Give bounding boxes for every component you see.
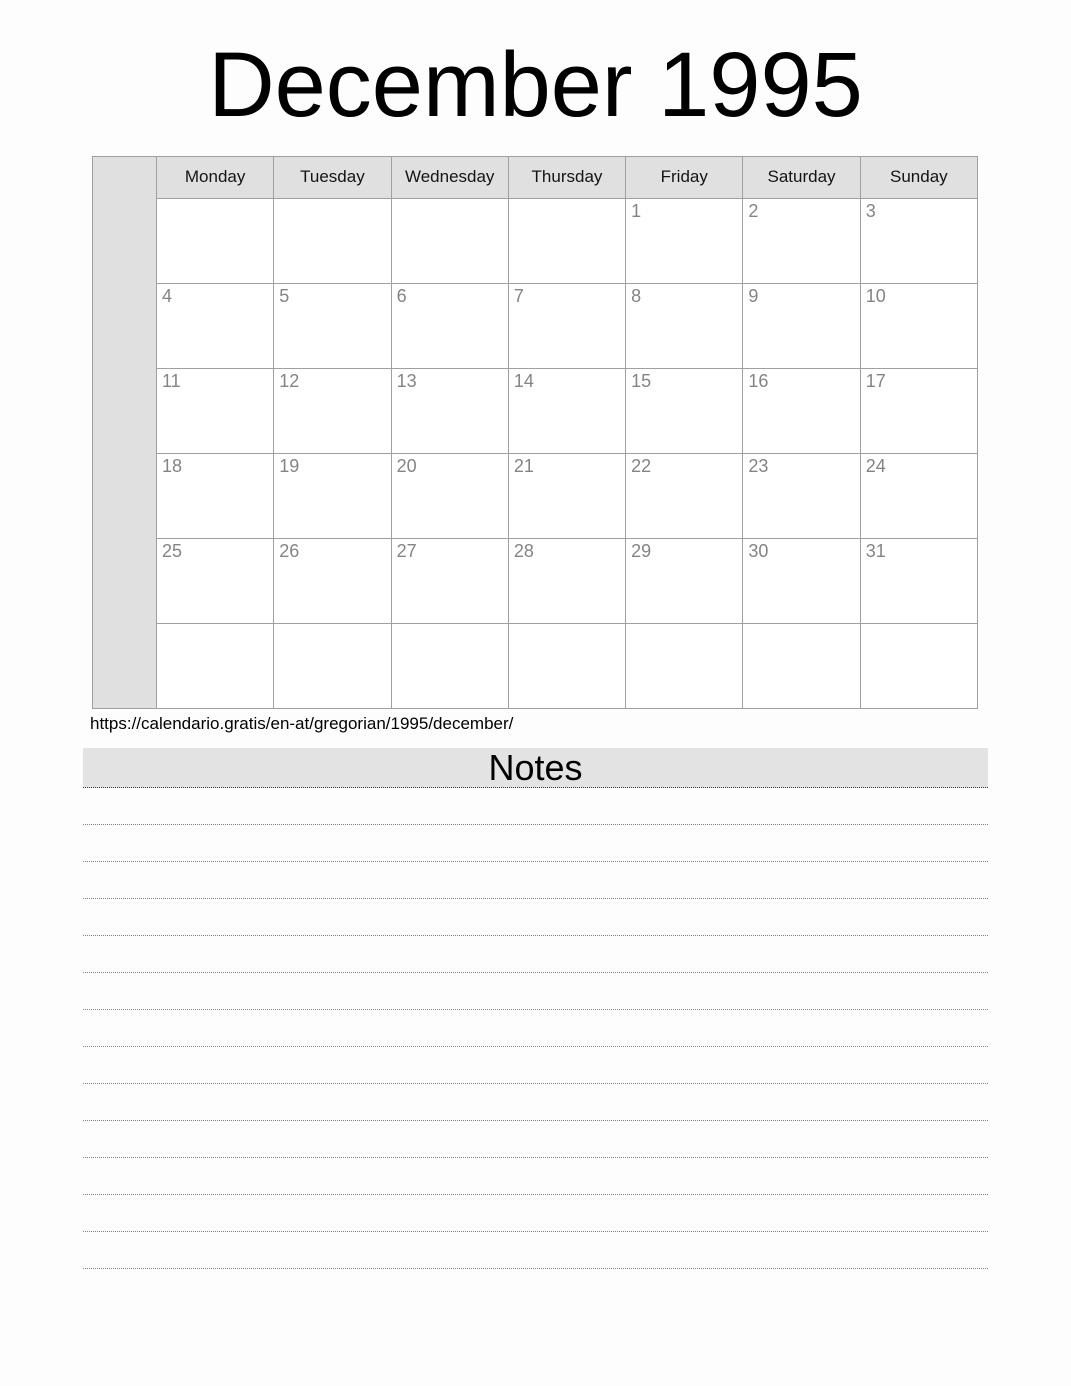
day-number: 1 <box>631 200 642 221</box>
day-number: 26 <box>279 540 300 561</box>
day-cell <box>626 623 743 708</box>
notes-line <box>83 973 988 1010</box>
day-cell <box>743 368 860 453</box>
day-number: 25 <box>162 540 183 561</box>
day-number: 4 <box>162 285 173 306</box>
day-cell <box>743 198 860 283</box>
weekday-header-sunday: Sunday <box>860 156 977 198</box>
notes-line <box>83 936 988 973</box>
week-row-6 <box>93 623 978 708</box>
day-cell <box>508 368 625 453</box>
day-cell <box>508 453 625 538</box>
notes-title: Notes <box>488 746 583 788</box>
day-cell <box>157 283 274 368</box>
day-cell <box>626 453 743 538</box>
day-number: 29 <box>631 540 652 561</box>
notes-line <box>83 1047 988 1084</box>
notes-line <box>83 862 988 899</box>
week-row-1 <box>93 198 978 283</box>
week-row-4 <box>93 453 978 538</box>
day-cell <box>508 283 625 368</box>
day-cell <box>274 623 391 708</box>
page-title: December 1995 <box>208 34 863 136</box>
day-number: 19 <box>279 455 300 476</box>
day-cell <box>157 198 274 283</box>
day-cell <box>391 283 508 368</box>
day-number <box>626 624 742 626</box>
day-cell <box>391 453 508 538</box>
day-number: 21 <box>513 455 534 476</box>
day-number <box>157 199 273 201</box>
notes-line <box>83 1232 988 1269</box>
day-number: 28 <box>513 540 534 561</box>
day-number: 6 <box>396 285 407 306</box>
day-number: 7 <box>513 285 524 306</box>
day-number: 22 <box>631 455 652 476</box>
day-cell <box>743 623 860 708</box>
day-number: 15 <box>631 370 652 391</box>
day-number: 14 <box>513 370 534 391</box>
day-cell <box>860 283 977 368</box>
day-cell <box>157 623 274 708</box>
notes-line <box>83 788 988 825</box>
day-number: 30 <box>748 540 769 561</box>
day-number: 18 <box>162 455 183 476</box>
day-number <box>743 624 859 626</box>
notes-header <box>83 748 988 788</box>
day-cell <box>860 623 977 708</box>
day-cell <box>743 538 860 623</box>
notes-section <box>83 748 988 1269</box>
day-cell <box>157 453 274 538</box>
weekday-header-friday: Friday <box>626 156 743 198</box>
day-number: 24 <box>865 455 886 476</box>
day-cell <box>274 283 391 368</box>
notes-line <box>83 1158 988 1195</box>
day-number <box>274 199 390 201</box>
day-cell <box>391 538 508 623</box>
day-cell <box>743 283 860 368</box>
day-cell <box>626 198 743 283</box>
day-number: 16 <box>748 370 769 391</box>
day-number: 20 <box>396 455 417 476</box>
day-cell <box>391 368 508 453</box>
day-cell <box>274 368 391 453</box>
day-cell <box>860 198 977 283</box>
day-number: 3 <box>865 200 876 221</box>
day-cell <box>626 283 743 368</box>
day-cell <box>391 623 508 708</box>
day-cell <box>274 538 391 623</box>
day-cell <box>508 538 625 623</box>
day-cell <box>860 368 977 453</box>
day-cell <box>391 198 508 283</box>
weekday-header-monday: Monday <box>157 156 274 198</box>
notes-line <box>83 825 988 862</box>
day-cell <box>626 368 743 453</box>
day-number <box>392 624 508 626</box>
day-number: 13 <box>396 370 417 391</box>
weekday-header-wednesday: Wednesday <box>391 156 508 198</box>
week-spacer-column <box>93 156 157 708</box>
day-number <box>509 624 625 626</box>
weekday-header-thursday: Thursday <box>508 156 625 198</box>
notes-line <box>83 1084 988 1121</box>
day-number: 8 <box>631 285 642 306</box>
day-number: 10 <box>865 285 886 306</box>
weekday-header-saturday: Saturday <box>743 156 860 198</box>
day-cell <box>743 453 860 538</box>
day-cell <box>274 453 391 538</box>
day-number <box>861 624 977 626</box>
week-row-5 <box>93 538 978 623</box>
source-url: https://calendario.gratis/en-at/gregorian/1995/december/ <box>90 713 514 733</box>
day-number: 11 <box>162 370 181 391</box>
day-number: 12 <box>279 370 300 391</box>
day-number <box>157 624 273 626</box>
day-cell <box>157 368 274 453</box>
day-number <box>392 199 508 201</box>
notes-line <box>83 1010 988 1047</box>
day-cell <box>626 538 743 623</box>
weekday-header-row <box>93 156 978 198</box>
calendar-table <box>92 156 978 709</box>
notes-lines <box>83 788 988 1269</box>
week-row-2 <box>93 283 978 368</box>
notes-line <box>83 1195 988 1232</box>
day-number <box>274 624 390 626</box>
day-number: 23 <box>748 455 769 476</box>
day-cell <box>508 623 625 708</box>
day-number: 2 <box>748 200 759 221</box>
day-cell <box>860 538 977 623</box>
weekday-header-tuesday: Tuesday <box>274 156 391 198</box>
day-number: 9 <box>748 285 759 306</box>
day-number: 27 <box>396 540 417 561</box>
day-cell <box>274 198 391 283</box>
day-number: 17 <box>865 370 886 391</box>
day-cell <box>508 198 625 283</box>
notes-line <box>83 899 988 936</box>
day-number: 31 <box>865 540 886 561</box>
day-number <box>509 199 625 201</box>
day-number: 5 <box>279 285 290 306</box>
day-cell <box>157 538 274 623</box>
week-row-3 <box>93 368 978 453</box>
notes-line <box>83 1121 988 1158</box>
day-cell <box>860 453 977 538</box>
